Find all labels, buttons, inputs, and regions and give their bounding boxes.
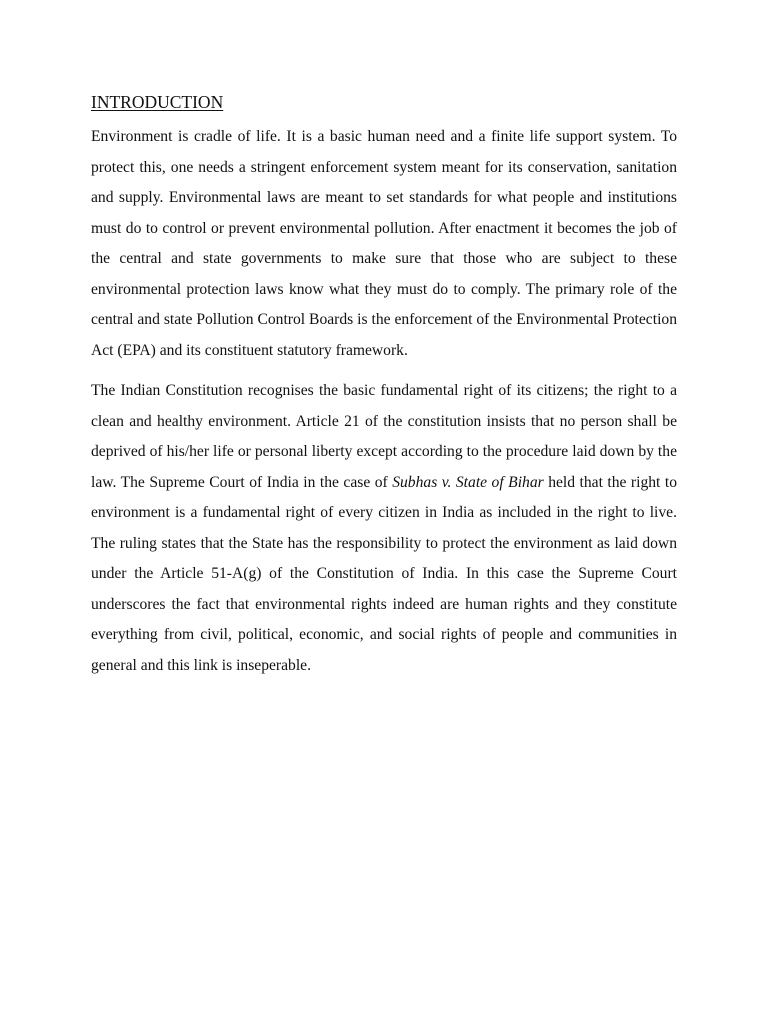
document-body <box>91 88 677 691</box>
paragraph-2-text-start: The Indian Constitution recognises the basic fundamental right of its citizens; the right to a clean and healthy environment. Article 21 of the constitution insists that no person shall be deprived of his/her life or personal liberty except according to the procedure laid down by the law. The Supreme Court of India in the case of <box>91 382 677 491</box>
intro-paragraph-2 <box>91 376 677 681</box>
section-heading: INTRODUCTION <box>91 92 224 112</box>
intro-paragraph-1: Environment is cradle of life. It is a basic human need and a finite life support system. To protect this, one needs a stringent enforcement system meant for its conservation, sanitation and supply. Environmental laws are meant to set standards for what people and institutions must do to control or prevent environmental pollution. After enactment it becomes the job of the central and state governments to make sure that those who are subject to these environmental protection laws know what they must do to comply. The primary role of the central and state Pollution Control Boards is the enforcement of the Environmental Protection Act (EPA) and its constituent statutory framework. <box>91 128 677 359</box>
paragraph-2-text-end: held that the right to environment is a fundamental right of every citizen in India as included in the right to live. The ruling states that the State has the responsibility to protect the environment as laid down under the Article 51-A(g) of the Constitution of India. In this case the Supreme Court underscores the fact that environmental rights indeed are human rights and they constitute everything from civil, political, economic, and social rights of people and communities in general and this link is inseperable. <box>91 473 677 674</box>
case-citation: Subhas v. State of Bihar <box>392 473 544 491</box>
